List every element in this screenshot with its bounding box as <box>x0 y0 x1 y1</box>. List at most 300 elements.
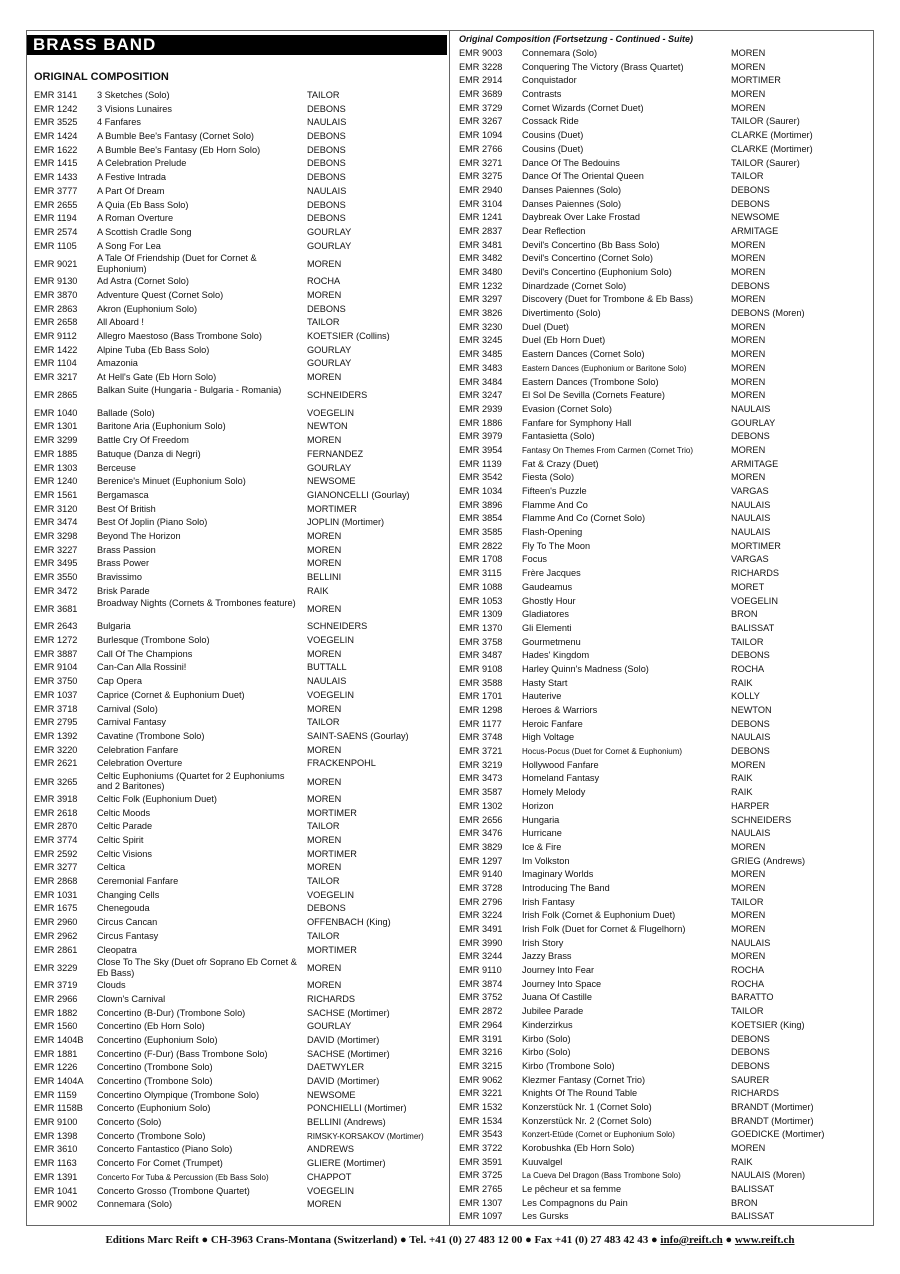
item-composer: MORTIMER <box>731 540 781 551</box>
item-title: Gli Elementi <box>522 622 572 633</box>
item-title: Concerto (Trombone Solo) <box>97 1130 206 1141</box>
item-code: EMR 9112 <box>34 331 77 341</box>
item-code: EMR 3826 <box>459 308 503 319</box>
item-composer: MOREN <box>307 258 342 269</box>
item-code: EMR 3245 <box>459 335 503 346</box>
item-composer: NAULAIS <box>731 499 771 510</box>
item-code: EMR 3220 <box>34 744 78 755</box>
catalog-row <box>34 1157 444 1171</box>
catalog-row <box>459 471 871 485</box>
catalog-row <box>459 1019 871 1033</box>
item-title: 3 Visions Lunaires <box>97 103 172 114</box>
item-composer: SACHSE (Mortimer) <box>307 1007 390 1018</box>
catalog-row <box>34 1198 444 1212</box>
catalog-row <box>459 581 871 595</box>
item-composer: NAULAIS <box>307 676 347 687</box>
item-composer: DEBONS <box>731 184 770 195</box>
catalog-row <box>34 875 444 889</box>
item-composer: NAULAIS <box>731 828 771 839</box>
item-code: EMR 3874 <box>459 978 503 989</box>
catalog-row <box>459 280 871 294</box>
item-composer: FERNANDEZ <box>307 448 364 459</box>
item-title: Contrasts <box>522 89 562 100</box>
item-composer: DEBONS <box>731 431 770 442</box>
catalog-row <box>34 902 444 916</box>
item-title: 4 Fanfares <box>97 117 141 128</box>
item-composer: MOREN <box>307 793 342 804</box>
item-code: EMR 1104 <box>34 358 77 369</box>
item-code: EMR 3228 <box>459 61 503 72</box>
item-code: EMR 2643 <box>34 621 78 632</box>
catalog-row <box>34 944 444 958</box>
catalog-row <box>459 170 871 184</box>
catalog-row <box>459 1183 871 1197</box>
item-title: Berenice's Minuet (Euphonium Solo) <box>97 476 246 487</box>
catalog-row <box>34 1075 444 1089</box>
item-title: Hungaria <box>522 814 560 825</box>
item-composer: MOREN <box>731 102 766 113</box>
item-code: EMR 3491 <box>459 924 503 934</box>
item-code: EMR 1240 <box>34 476 78 487</box>
item-title: A Scottish Cradle Song <box>97 226 192 237</box>
item-code: EMR 3244 <box>459 951 503 962</box>
catalog-row <box>459 1210 871 1224</box>
catalog-row <box>459 909 871 923</box>
item-composer: MOREN <box>307 835 342 845</box>
item-composer: DEBONS <box>307 303 346 314</box>
item-code: EMR 1404B <box>34 1034 84 1045</box>
item-code: EMR 3591 <box>459 1156 503 1167</box>
catalog-row <box>459 307 871 321</box>
catalog-row <box>34 240 444 254</box>
item-composer: BRANDT (Mortimer) <box>731 1115 814 1126</box>
item-title: Divertimento (Solo) <box>522 308 601 319</box>
item-composer: MOREN <box>307 744 342 755</box>
catalog-row <box>459 718 871 732</box>
item-code: EMR 1307 <box>459 1197 503 1208</box>
catalog-row <box>459 334 871 348</box>
item-composer: TAILOR <box>307 930 340 941</box>
item-composer: NAULAIS <box>307 117 347 128</box>
catalog-row <box>459 1046 871 1060</box>
item-title: Danses Paiennes (Solo) <box>522 184 622 195</box>
catalog-row <box>34 1116 444 1130</box>
catalog-row <box>459 827 871 841</box>
item-code: EMR 9110 <box>459 965 502 976</box>
item-composer: VOEGELIN <box>731 595 778 606</box>
item-composer: MOREN <box>307 980 342 991</box>
item-code: EMR 1398 <box>34 1130 78 1141</box>
item-composer: MOREN <box>731 376 766 387</box>
item-title: Baritone Aria (Euphonium Solo) <box>97 421 226 432</box>
item-title: Concertino (F-Dur) (Bass Trombone Solo) <box>97 1048 268 1059</box>
item-composer: MOREN <box>307 776 342 787</box>
catalog-row <box>459 649 871 663</box>
item-composer: MOREN <box>731 349 766 360</box>
item-composer: GOURLAY <box>307 358 352 369</box>
item-composer: BALISSAT <box>731 622 775 633</box>
item-composer: MOREN <box>307 289 342 300</box>
catalog-row <box>459 595 871 609</box>
catalog-row <box>34 130 444 144</box>
catalog-row <box>459 540 871 554</box>
item-code: EMR 3681 <box>34 604 78 615</box>
catalog-row <box>459 485 871 499</box>
item-code: EMR 2868 <box>34 876 78 887</box>
item-title: Juana Of Castille <box>522 992 592 1003</box>
item-code: EMR 3689 <box>459 89 503 100</box>
item-title: Concerto Grosso (Trombone Quartet) <box>97 1185 250 1196</box>
catalog-row <box>459 663 871 677</box>
item-title: Ghostly Hour <box>522 595 576 606</box>
item-composer: TAILOR <box>307 876 340 887</box>
catalog-row <box>459 61 871 75</box>
item-title: Jazzy Brass <box>522 951 572 962</box>
item-composer: NAULAIS <box>731 527 771 538</box>
item-title: Irish Folk (Duet for Cornet & Flugelhorn) <box>522 924 686 934</box>
item-code: EMR 1272 <box>34 635 78 646</box>
item-composer: DEBONS <box>307 131 346 142</box>
item-code: EMR 3721 <box>459 746 503 757</box>
catalog-row <box>459 458 871 472</box>
item-composer: NAULAIS <box>731 513 771 524</box>
item-code: EMR 3297 <box>459 294 503 305</box>
item-code: EMR 1031 <box>34 889 78 900</box>
item-composer: MOREN <box>731 924 766 934</box>
item-composer: NAULAIS <box>731 937 771 948</box>
catalog-row <box>459 417 871 431</box>
catalog-row <box>34 703 444 717</box>
item-code: EMR 2837 <box>459 225 503 236</box>
item-composer: NEWSOME <box>731 212 780 223</box>
catalog-row <box>34 889 444 903</box>
catalog-row <box>34 344 444 358</box>
item-composer: ROCHA <box>731 663 765 674</box>
item-composer: RICHARDS <box>307 993 355 1004</box>
item-composer: NAULAIS <box>731 732 771 743</box>
catalog-row <box>34 916 444 930</box>
item-title: Changing Cells <box>97 889 160 900</box>
item-composer: MOREN <box>731 321 766 332</box>
item-code: EMR 3587 <box>459 787 503 798</box>
item-code: EMR 2865 <box>34 390 78 401</box>
item-composer: TAILOR <box>731 896 764 907</box>
item-title: Concertino Olympique (Trombone Solo) <box>97 1089 260 1100</box>
item-composer: MOREN <box>731 362 766 373</box>
item-title: Concerto For Tuba & Percussion (Eb Bass Solo) <box>97 1172 269 1182</box>
catalog-row <box>34 993 444 1007</box>
item-title: Le pêcheur et sa femme <box>522 1184 622 1195</box>
item-title: Bravissimo <box>97 572 142 582</box>
catalog-row <box>459 1087 871 1101</box>
item-composer: MOREN <box>307 648 342 659</box>
item-title: Hauterive <box>522 691 562 702</box>
item-composer: RAIK <box>731 1156 753 1167</box>
item-composer: DEBONS <box>731 650 770 661</box>
item-title: Hades' Kingdom <box>522 650 590 661</box>
item-title: Flash-Opening <box>522 527 583 538</box>
item-composer: RAIK <box>731 677 753 688</box>
item-title: Ad Astra (Cornet Solo) <box>97 276 189 287</box>
item-composer: ROCHA <box>731 978 765 989</box>
item-title: Knights Of The Round Table <box>522 1088 638 1099</box>
catalog-row <box>459 47 871 61</box>
item-code: EMR 3141 <box>34 90 78 100</box>
catalog-row <box>34 716 444 730</box>
item-code: EMR 2765 <box>459 1184 503 1195</box>
item-title: Conquistador <box>522 75 577 86</box>
item-code: EMR 3525 <box>34 117 78 128</box>
item-composer: CHAPPOT <box>307 1171 352 1182</box>
catalog-row <box>459 690 871 704</box>
item-code: EMR 2966 <box>34 993 78 1004</box>
item-title: Akron (Euphonium Solo) <box>97 303 198 314</box>
catalog-row <box>34 303 444 317</box>
item-composer: TAILOR <box>731 1006 764 1017</box>
item-composer: TAILOR (Saurer) <box>731 116 800 127</box>
item-title: Homeland Fantasy <box>522 773 600 784</box>
item-composer: KOETSIER (Collins) <box>307 331 390 341</box>
catalog-row <box>34 516 444 530</box>
item-title: Conquering The Victory (Brass Quartet) <box>522 61 684 72</box>
catalog-row <box>34 530 444 544</box>
item-composer: MOREN <box>307 703 342 714</box>
item-title: Brass Power <box>97 558 150 569</box>
catalog-row <box>34 1020 444 1034</box>
item-title: Concerto (Euphonium Solo) <box>97 1103 211 1114</box>
item-title: Heroic Fanfare <box>522 718 583 729</box>
item-code: EMR 2861 <box>34 944 78 955</box>
item-code: EMR 3752 <box>459 992 503 1003</box>
catalog-row <box>34 1143 444 1157</box>
catalog-row <box>459 526 871 540</box>
catalog-row <box>34 157 444 171</box>
item-code: EMR 2914 <box>459 75 503 86</box>
item-composer: VOEGELIN <box>307 1185 354 1196</box>
item-composer: MOREN <box>307 372 342 383</box>
item-code: EMR 3748 <box>459 732 503 743</box>
item-composer: MORTIMER <box>731 75 781 86</box>
item-code: EMR 3485 <box>459 349 503 360</box>
item-title: Cap Opera <box>97 676 142 687</box>
item-code: EMR 3495 <box>34 558 78 569</box>
item-composer: NEWTON <box>731 705 772 715</box>
item-composer: VARGAS <box>731 554 769 565</box>
catalog-row <box>459 499 871 513</box>
catalog-row <box>34 648 444 662</box>
catalog-row <box>459 841 871 855</box>
item-title: Daybreak Over Lake Frostad <box>522 212 640 223</box>
item-code: EMR 3221 <box>459 1088 503 1099</box>
item-title: Berceuse <box>97 462 136 473</box>
item-title: Clouds <box>97 980 126 991</box>
item-composer: BUTTALL <box>307 662 347 673</box>
catalog-row <box>459 198 871 212</box>
item-code: EMR 1303 <box>34 462 78 473</box>
item-title: Connemara (Solo) <box>522 48 598 58</box>
item-code: EMR 2656 <box>459 814 503 825</box>
item-code: EMR 3887 <box>34 648 78 659</box>
item-title: Homely Melody <box>522 787 586 798</box>
item-title: Devil's Concertino (Cornet Solo) <box>522 253 653 264</box>
item-title: Duel (Eb Horn Duet) <box>522 335 606 346</box>
catalog-list-right <box>459 47 871 1224</box>
catalog-row <box>459 143 871 157</box>
item-code: EMR 3979 <box>459 431 503 442</box>
item-code: EMR 9104 <box>34 662 78 673</box>
item-title: Close To The Sky (Duet ofr Soprano Eb Cornet & Eb Bass) <box>97 957 297 978</box>
item-title: Fantasietta (Solo) <box>522 431 595 442</box>
item-composer: MOREN <box>731 335 766 346</box>
item-code: EMR 3487 <box>459 650 503 661</box>
item-composer: MOREN <box>307 530 342 541</box>
item-code: EMR 3550 <box>34 572 78 582</box>
item-composer: MOREN <box>731 472 766 483</box>
catalog-row <box>459 184 871 198</box>
item-title: Celtic Visions <box>97 848 152 859</box>
item-title: Heroes & Warriors <box>522 705 598 715</box>
item-composer: CLARKE (Mortimer) <box>731 130 813 141</box>
item-code: EMR 3120 <box>34 503 78 514</box>
item-composer: MOREN <box>731 267 766 277</box>
item-code: EMR 1034 <box>459 486 503 496</box>
item-title: Ice & Fire <box>522 841 562 852</box>
item-composer: PONCHIELLI (Mortimer) <box>307 1103 407 1114</box>
item-title: Fiesta (Solo) <box>522 472 575 483</box>
item-title: Cousins (Duet) <box>522 130 584 141</box>
item-title: A Roman Overture <box>97 213 174 224</box>
item-title: A Tale Of Friendship (Duet for Cornet & Euphonium) <box>97 253 257 274</box>
item-title: Best Of British <box>97 503 156 514</box>
item-code: EMR 3298 <box>34 530 78 541</box>
item-composer: RAIK <box>731 773 753 784</box>
item-title: Fanfare for Symphony Hall <box>522 417 632 428</box>
item-code: EMR 1391 <box>34 1171 78 1182</box>
item-title: Circus Fantasy <box>97 930 159 941</box>
catalog-row <box>34 199 444 213</box>
item-composer: DAVID (Mortimer) <box>307 1076 380 1086</box>
catalog-row <box>34 462 444 476</box>
item-title: Connemara (Solo) <box>97 1199 173 1210</box>
item-code: EMR 3275 <box>459 171 503 182</box>
catalog-row <box>34 744 444 758</box>
item-code: EMR 3299 <box>34 435 78 446</box>
item-code: EMR 1675 <box>34 903 78 914</box>
catalog-row <box>34 689 444 703</box>
item-composer: VOEGELIN <box>307 889 354 900</box>
item-code: EMR 1886 <box>459 417 503 428</box>
catalog-row <box>34 793 444 807</box>
item-composer: VARGAS <box>731 486 769 496</box>
item-title: Journey Into Space <box>522 978 602 989</box>
item-composer: NAULAIS <box>731 403 771 414</box>
column-divider <box>449 30 450 1226</box>
item-title: Journey Into Fear <box>522 965 595 976</box>
item-code: EMR 3829 <box>459 841 503 852</box>
item-title: A Celebration Prelude <box>97 158 187 169</box>
item-title: Les Compagnons du Pain <box>522 1197 628 1208</box>
item-composer: ROCHA <box>731 965 765 976</box>
catalog-row <box>34 385 444 407</box>
website-link[interactable]: www.reift.ch <box>734 1234 795 1246</box>
item-composer: TAILOR <box>307 717 340 728</box>
item-title: Flamme And Co <box>522 499 588 510</box>
item-title: Eastern Dances (Cornet Solo) <box>522 349 645 360</box>
email-link[interactable]: info@reift.ch <box>660 1234 723 1246</box>
catalog-row <box>459 868 871 882</box>
catalog-row <box>459 74 871 88</box>
item-code: EMR 3481 <box>459 239 503 250</box>
item-code: EMR 3265 <box>34 776 78 787</box>
item-composer: VOEGELIN <box>307 689 354 700</box>
item-composer: MOREN <box>731 951 766 962</box>
item-code: EMR 2658 <box>34 317 78 328</box>
item-composer: BALISSAT <box>731 1184 775 1195</box>
catalog-row <box>459 923 871 937</box>
item-title: Cleopatra <box>97 944 137 955</box>
item-composer: SAURER <box>731 1074 770 1085</box>
catalog-row <box>34 1048 444 1062</box>
item-code: EMR 1105 <box>34 240 77 251</box>
item-code: EMR 1226 <box>34 1062 78 1073</box>
item-title: Circus Cancan <box>97 917 158 928</box>
item-title: Carnival Fantasy <box>97 717 166 728</box>
item-title: Concerto For Comet (Trumpet) <box>97 1158 223 1169</box>
catalog-row <box>34 407 444 421</box>
item-title: Cousins (Duet) <box>522 143 584 154</box>
item-code: EMR 1370 <box>459 622 503 633</box>
catalog-row <box>459 855 871 869</box>
item-code: EMR 3277 <box>34 862 78 873</box>
item-title: Klezmer Fantasy (Cornet Trio) <box>522 1074 646 1085</box>
catalog-row <box>34 1185 444 1199</box>
catalog-row <box>459 704 871 718</box>
item-composer: DEBONS <box>307 213 346 224</box>
item-code: EMR 3115 <box>459 568 502 579</box>
item-code: EMR 2621 <box>34 758 78 769</box>
catalog-row <box>34 834 444 848</box>
catalog-row <box>459 211 871 225</box>
item-composer: KOETSIER (King) <box>731 1019 805 1030</box>
item-composer: MOREN <box>731 444 766 455</box>
item-code: EMR 2939 <box>459 403 503 414</box>
item-title: Celebration Overture <box>97 758 183 769</box>
catalog-row <box>459 1142 871 1156</box>
item-title: La Cueva Del Dragon (Bass Trombone Solo) <box>522 1171 681 1181</box>
item-title: Dinardzade (Cornet Solo) <box>522 280 627 291</box>
item-code: EMR 1560 <box>34 1021 78 1032</box>
catalog-row <box>34 1171 444 1185</box>
catalog-row <box>34 861 444 875</box>
item-title: Bulgaria <box>97 621 131 632</box>
catalog-row <box>34 807 444 821</box>
item-composer: GLIERE (Mortimer) <box>307 1158 386 1169</box>
item-title: Clown's Carnival <box>97 993 166 1004</box>
item-composer: SACHSE (Mortimer) <box>307 1048 390 1059</box>
item-composer: DEBONS <box>307 199 346 210</box>
catalog-row <box>34 585 444 599</box>
item-code: EMR 3247 <box>459 390 503 401</box>
item-code: EMR 3271 <box>459 157 503 168</box>
catalog-row <box>459 430 871 444</box>
item-title: Konzerstück Nr. 2 (Cornet Solo) <box>522 1115 652 1126</box>
item-code: EMR 3483 <box>459 362 503 373</box>
item-code: EMR 9021 <box>34 258 78 269</box>
item-code: EMR 2618 <box>34 807 78 818</box>
item-title: A Festive Intrada <box>97 172 166 183</box>
item-composer: BELLINI (Andrews) <box>307 1117 386 1128</box>
item-code: EMR 3191 <box>459 1033 503 1044</box>
